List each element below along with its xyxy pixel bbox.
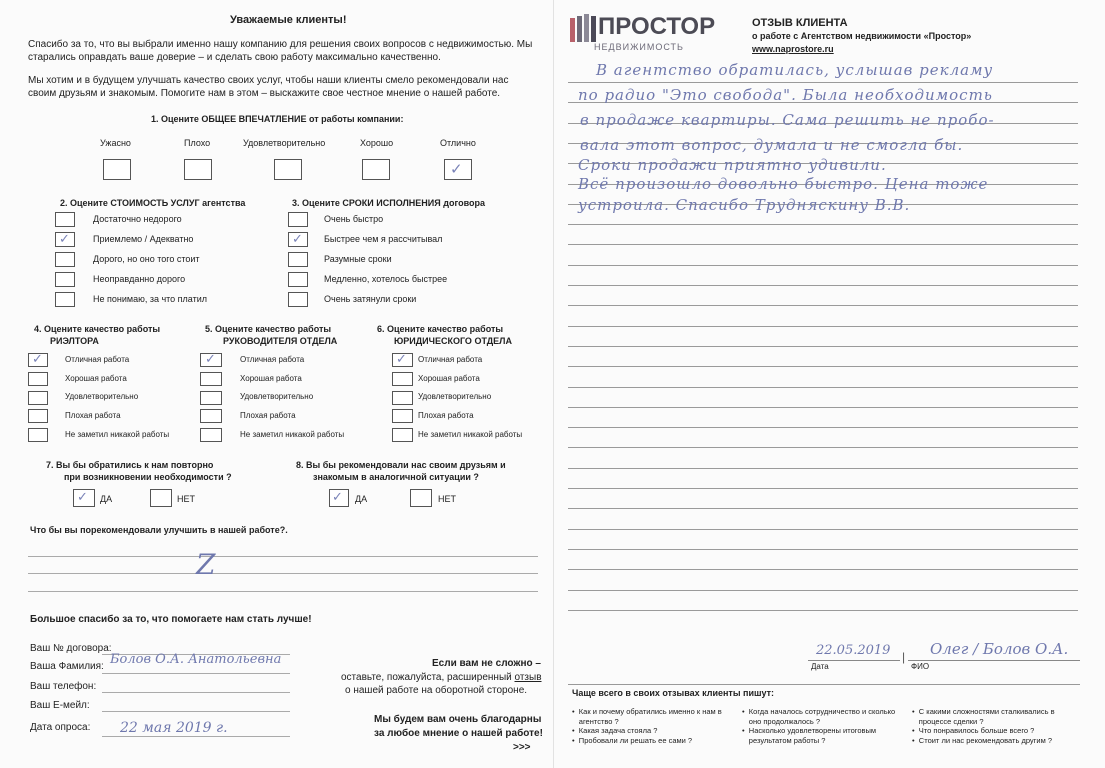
email-field[interactable]: [102, 711, 290, 712]
q1-label: Плохо: [184, 138, 211, 148]
check-mark-icon: ✓: [59, 231, 70, 246]
footer-col-1: [572, 707, 734, 745]
q3-checkbox[interactable]: [288, 252, 308, 267]
q5-subtitle: РУКОВОДИТЕЛЯ ОТДЕЛА: [223, 336, 338, 346]
gratitude-line-2: за любое мнение о нашей работе!: [374, 728, 543, 739]
footer-item: [912, 726, 1080, 736]
bullet-icon: •: [912, 707, 919, 716]
ruled-line: [568, 549, 1078, 550]
q1-checkbox[interactable]: [103, 159, 131, 180]
q2-option: Не понимаю, за что платил: [93, 294, 208, 304]
q8-title: 8. Вы бы рекомендовали нас своим друзьям и: [296, 460, 506, 470]
q3-option: Очень быстро: [324, 214, 384, 224]
improve-handwriting: Z: [196, 548, 216, 581]
side-note-line-2: о нашей работе на оборотной стороне.: [345, 685, 528, 696]
q4-checkbox[interactable]: [28, 428, 48, 442]
ruled-line: [568, 346, 1078, 347]
q2-option: Достаточно недорого: [93, 214, 182, 224]
q6-checkbox[interactable]: [392, 391, 413, 405]
q1-label: Удовлетворительно: [243, 138, 326, 148]
ruled-line: [568, 265, 1078, 266]
q2-checkbox[interactable]: [55, 212, 75, 227]
q5-checkbox[interactable]: [200, 391, 222, 405]
side-note-title: Если вам не сложно –: [432, 658, 541, 669]
footer-item: [572, 726, 734, 736]
bullet-icon: •: [572, 735, 579, 745]
q5-checkbox[interactable]: [200, 372, 222, 386]
q1-label: Хорошо: [360, 138, 394, 148]
bullet-icon: •: [912, 735, 919, 745]
ruled-line: [568, 569, 1078, 570]
contract-label: Ваш № договора:: [30, 643, 112, 654]
q5-title: 5. Оцените качество работы: [205, 324, 332, 334]
q2-checkbox[interactable]: [55, 292, 75, 307]
phone-label: Ваш телефон:: [30, 681, 97, 692]
footer-divider: [568, 684, 1080, 685]
q5-checkbox[interactable]: [200, 428, 222, 442]
ruled-line: [568, 285, 1078, 286]
ruled-line: [568, 387, 1078, 388]
q5-option: Хорошая работа: [240, 374, 302, 383]
review-handwriting-line: В агентство обратилась, услышав рекламу: [596, 61, 994, 79]
q8-no-label: НЕТ: [438, 494, 456, 504]
side-note-line: [341, 672, 542, 683]
check-mark-icon: ✓: [332, 489, 343, 504]
q4-checkbox[interactable]: [28, 372, 48, 386]
date-line: [808, 660, 900, 661]
q3-option: Очень затянули сроки: [324, 294, 417, 304]
q6-title: 6. Оцените качество работы: [377, 324, 504, 334]
check-mark-icon: ✓: [396, 351, 407, 366]
page-title: Уважаемые клиенты!: [230, 14, 347, 26]
q6-option: Удовлетворительно: [418, 392, 492, 401]
footer-title: Чаще всего в своих отзывах клиенты пишут:: [572, 688, 775, 698]
q7-subtitle: при возникновении необходимости ?: [64, 472, 232, 482]
review-subtitle: о работе с Агентством недвижимости «Простор»: [752, 31, 972, 41]
q6-option: Отличная работа: [418, 355, 483, 364]
q1-label: Ужасно: [100, 138, 131, 148]
review-handwriting-line: Сроки продажи приятно удивили.: [578, 156, 887, 174]
q4-checkbox[interactable]: [28, 409, 48, 423]
ruled-line: [568, 488, 1078, 489]
ruled-line: [568, 244, 1078, 245]
ruled-line: [568, 447, 1078, 448]
q8-yes-label: ДА: [355, 494, 368, 504]
q5-option: Удовлетворительно: [240, 392, 314, 401]
gratitude-line-1: Мы будем вам очень благодарны: [374, 714, 542, 725]
surname-label: Ваша Фамилия:: [30, 661, 104, 672]
page-fold: [553, 0, 554, 768]
ruled-line: [568, 407, 1078, 408]
email-label: Ваш E-мейл:: [30, 700, 90, 711]
answer-line: [28, 556, 538, 557]
q4-checkbox[interactable]: [28, 391, 48, 405]
footer-item: [912, 736, 1080, 746]
q2-option: Дорого, но оно того стоит: [93, 254, 200, 264]
q6-option: Хорошая работа: [418, 374, 480, 383]
q5-option: Не заметил никакой работы: [240, 430, 345, 439]
footer-col-3: [912, 707, 1080, 745]
review-handwriting-line: устроила. Спасибо Трудняскину В.В.: [578, 196, 911, 214]
survey-date-handwriting: 22 мая 2019 г.: [120, 720, 228, 736]
footer-item: [742, 726, 902, 745]
date-caption: Дата: [811, 662, 829, 671]
ruled-line: [568, 610, 1078, 611]
ruled-line: [568, 590, 1078, 591]
q4-option: Отличная работа: [65, 355, 130, 364]
q7-no-label: НЕТ: [177, 494, 195, 504]
footer-item-text: Когда началось сотрудничество и сколько оно продолжалось ?: [748, 707, 896, 726]
check-mark-icon: ✓: [32, 351, 43, 366]
q4-option: Хорошая работа: [65, 374, 127, 383]
ruled-line: [568, 468, 1078, 469]
answer-line: [28, 573, 538, 574]
q2-checkbox[interactable]: [55, 272, 75, 287]
bullet-icon: •: [572, 726, 579, 735]
q2-title: 2. Оцените СТОИМОСТЬ УСЛУГ агентства: [60, 198, 246, 208]
q3-option: Разумные сроки: [324, 254, 392, 264]
next-page-arrows: >>>: [513, 742, 531, 753]
q8-subtitle: знакомым в аналогичной ситуации ?: [313, 472, 479, 482]
date-label: Дата опроса:: [30, 722, 91, 733]
check-mark-icon: ✓: [205, 351, 216, 366]
check-mark-icon: ✓: [450, 161, 463, 178]
footer-item-text: Пробовали ли решать ее сами ?: [578, 735, 693, 745]
q3-checkbox[interactable]: [288, 272, 308, 287]
review-handwriting-line: Всё произошло довольно быстро. Цена тоже: [578, 175, 989, 193]
footer-col-2: [742, 707, 902, 745]
footer-item: [572, 736, 734, 746]
footer-item: [572, 707, 734, 726]
fio-caption: ФИО: [911, 662, 930, 671]
q2-checkbox[interactable]: [55, 252, 75, 267]
q6-subtitle: ЮРИДИЧЕСКОГО ОТДЕЛА: [394, 336, 512, 346]
side-note-text: оставьте, пожалуйста, расширенный: [341, 672, 512, 683]
q7-title: 7. Вы бы обратились к нам повторно: [46, 460, 214, 470]
q5-option: Отличная работа: [240, 355, 305, 364]
footer-item-text: Что понравилось больше всего ?: [918, 726, 1035, 735]
fio-line: [908, 660, 1080, 661]
surname-field[interactable]: [102, 673, 290, 674]
phone-field[interactable]: [102, 692, 290, 693]
footer-item-text: Стоит ли нас рекомендовать другим ?: [918, 735, 1053, 745]
review-handwriting-line: по радио "Это свобода". Была необходимость: [578, 86, 993, 104]
signature-handwriting: Олег / Болов О.А.: [930, 640, 1069, 658]
improve-label: Что бы вы порекомендовали улучшить в нашей работе?.: [30, 525, 288, 535]
ruled-line: [568, 427, 1078, 428]
review-handwriting-line: в продаже квартиры. Сама решить не пробо-: [580, 111, 995, 129]
q7-no-checkbox[interactable]: [150, 489, 172, 507]
intro-paragraph-2: Мы хотим и в будущем улучшать качество своих услуг, чтобы наши клиенты смело рекомендовали нас своим друзьям и знакомым. Помогите нам в этом – выскажите свое честное мнение о нашей работе.: [28, 75, 509, 99]
thanks-text: Большое спасибо за то, что помогаете нам стать лучше!: [30, 614, 312, 625]
ruled-line: [568, 305, 1078, 306]
check-mark-icon: ✓: [292, 231, 303, 246]
website-link[interactable]: www.naprostore.ru: [752, 44, 834, 54]
footer-item-text: Как и почему обратились именно к нам в агентство ?: [578, 707, 722, 726]
q3-option: Быстрее чем я рассчитывал: [324, 234, 443, 244]
ruled-line: [568, 508, 1078, 509]
q2-option: Неоправданно дорого: [93, 274, 186, 284]
footer-item: [912, 707, 1080, 726]
ruled-line: [568, 366, 1078, 367]
bullet-icon: •: [572, 707, 579, 716]
q7-yes-label: ДА: [100, 494, 113, 504]
ruled-line: [568, 82, 1078, 83]
q1-checkbox[interactable]: [274, 159, 302, 180]
ruled-line: [568, 326, 1078, 327]
q6-checkbox[interactable]: [392, 372, 413, 386]
q6-checkbox[interactable]: [392, 428, 413, 442]
intro-paragraph-1: Спасибо за то, что вы выбрали именно нашу компанию для решения своих вопросов с недвижимостью. Мы старались оправдать ваше доверие – и сделать свою работу максимально качественно.: [28, 39, 533, 63]
logo-mark-icon: [570, 14, 596, 44]
review-title: ОТЗЫВ КЛИЕНТА: [752, 17, 848, 29]
q5-checkbox[interactable]: [200, 409, 222, 423]
review-date-handwriting: 22.05.2019: [816, 643, 891, 658]
q6-checkbox[interactable]: [392, 409, 413, 423]
q4-option: Удовлетворительно: [65, 392, 139, 401]
q1-title: 1. Оцените ОБЩЕЕ ВПЕЧАТЛЕНИЕ от работы компании:: [151, 114, 404, 124]
q4-option: Не заметил никакой работы: [65, 430, 170, 439]
q4-subtitle: РИЭЛТОРА: [50, 336, 99, 346]
separator: |: [902, 650, 906, 664]
bullet-icon: •: [912, 726, 919, 735]
q1-checkbox[interactable]: [184, 159, 212, 180]
q4-option: Плохая работа: [65, 411, 121, 420]
q2-option: Приемлемо / Адекватно: [93, 234, 194, 244]
answer-line: [28, 591, 538, 592]
q3-option: Медленно, хотелось быстрее: [324, 274, 448, 284]
logo-subtitle: НЕДВИЖИМОСТЬ: [594, 42, 684, 52]
q6-option: Не заметил никакой работы: [418, 430, 523, 439]
q5-option: Плохая работа: [240, 411, 296, 420]
footer-item: [742, 707, 902, 726]
footer-item-text: С какими сложностями сталкивались в процессе сделки ?: [918, 707, 1055, 726]
q3-checkbox[interactable]: [288, 292, 308, 307]
feedback-link[interactable]: отзыв: [514, 672, 542, 683]
footer-item-text: Насколько удовлетворены итоговым результатом работы ?: [748, 726, 877, 745]
footer-item-text: Какая задача стояла ?: [578, 726, 658, 735]
q1-checkbox[interactable]: [362, 159, 390, 180]
bullet-icon: •: [742, 726, 749, 735]
q8-no-checkbox[interactable]: [410, 489, 432, 507]
q3-checkbox[interactable]: [288, 212, 308, 227]
ruled-line: [568, 529, 1078, 530]
q4-title: 4. Оцените качество работы: [34, 324, 161, 334]
review-handwriting-line: вала этот вопрос, думала и не смогла бы.: [580, 136, 964, 154]
logo-text: ПРОСТОР: [598, 13, 716, 40]
ruled-line: [568, 224, 1078, 225]
date-field[interactable]: [102, 736, 290, 737]
q3-title: 3. Оцените СРОКИ ИСПОЛНЕНИЯ договора: [292, 198, 485, 208]
bullet-icon: •: [742, 707, 749, 716]
surname-handwriting: Болов О.А. Анатольевна: [110, 652, 282, 667]
q1-label: Отлично: [440, 138, 476, 148]
q6-option: Плохая работа: [418, 411, 474, 420]
check-mark-icon: ✓: [77, 489, 88, 504]
